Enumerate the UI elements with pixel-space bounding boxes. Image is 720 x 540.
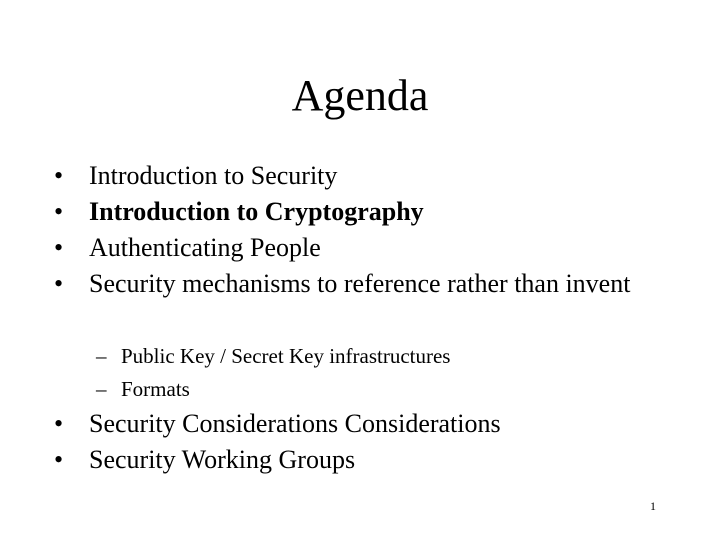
- bullet-marker: •: [54, 161, 64, 190]
- sub-bullet-marker: –: [96, 377, 107, 401]
- page-number: 1: [650, 499, 656, 513]
- slide-title: Agenda: [291, 71, 429, 120]
- bullet-text: Security mechanisms to reference rather than invent: [89, 269, 631, 298]
- bullet-item: [54, 266, 674, 302]
- sub-bullet-text: Formats: [121, 377, 190, 401]
- bullet-marker: •: [54, 445, 64, 474]
- bullet-item: [54, 406, 674, 442]
- bullet-item: [54, 230, 674, 266]
- sub-bullet-marker: –: [96, 344, 107, 368]
- bullet-item: [54, 442, 674, 478]
- bullet-text: Security Considerations Considerations: [89, 409, 501, 438]
- bullet-text: Introduction to Cryptography: [89, 197, 424, 226]
- bullet-marker: •: [54, 409, 64, 438]
- sub-bullet-text: Public Key / Secret Key infrastructures: [121, 344, 451, 368]
- bullet-text: Introduction to Security: [89, 161, 338, 190]
- bullet-marker: •: [54, 233, 64, 262]
- bullet-text: Security Working Groups: [89, 445, 356, 474]
- sub-bullet-list: [96, 340, 656, 406]
- bullet-text: Authenticating People: [89, 233, 321, 262]
- bullet-marker: •: [54, 269, 64, 298]
- sub-bullet-item: [96, 373, 656, 406]
- bullet-list-continued: [54, 406, 674, 478]
- bullet-item: [54, 158, 674, 194]
- sub-bullet-item: [96, 340, 656, 373]
- bullet-item: [54, 194, 674, 230]
- bullet-list: [54, 158, 674, 302]
- bullet-marker: •: [54, 197, 64, 226]
